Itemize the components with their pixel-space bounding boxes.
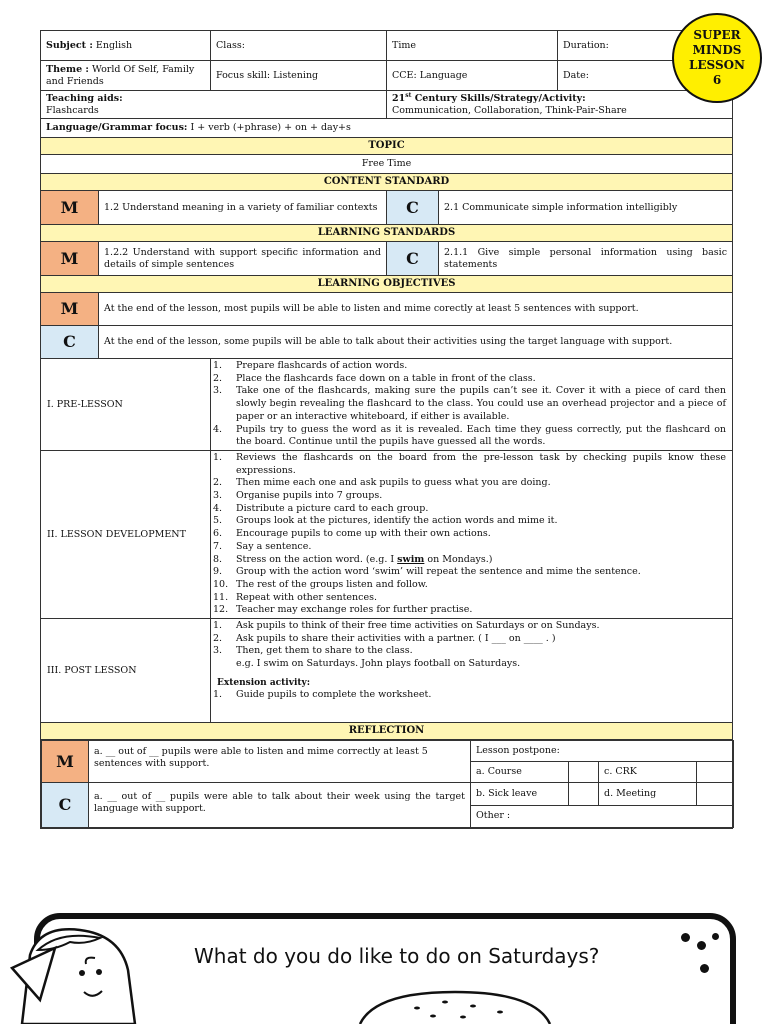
teaching-aids-label: Teaching aids: xyxy=(46,92,123,104)
step-number xyxy=(213,658,236,671)
step-text: Pupils try to guess the word as it is revealed. Each time they guess correctly, put the flashcard on the board. Continue until the pupils have guessed all the words. xyxy=(236,423,727,448)
extension-activity-steps xyxy=(213,689,726,702)
theme-cell xyxy=(41,61,211,91)
header-row-2 xyxy=(41,61,733,91)
objective-c-badge: C xyxy=(41,326,99,359)
bun-outline xyxy=(360,992,550,1024)
step-text: Say a sentence. xyxy=(236,540,312,552)
content-standard-c-badge: C xyxy=(387,191,439,225)
content-standard-c-text: 2.1 Communicate simple information intelligibly xyxy=(439,191,733,225)
step-text-emphasis: swim xyxy=(397,553,425,565)
step-number: 1. xyxy=(213,620,223,632)
class-label: Class: xyxy=(216,39,245,51)
learning-standards-heading: LEARNING STANDARDS xyxy=(41,225,733,242)
learning-standards-c-badge: C xyxy=(387,242,439,276)
header-row-1 xyxy=(41,31,733,61)
step-item xyxy=(213,541,726,554)
learning-objectives-heading: LEARNING OBJECTIVES xyxy=(41,276,733,293)
step-number: 11. xyxy=(213,591,229,603)
dot-1 xyxy=(681,933,690,942)
child-eye-right xyxy=(96,969,102,975)
step-number: 1. xyxy=(213,689,223,701)
postpone-checkbox-course[interactable] xyxy=(569,762,599,783)
date-label: Date: xyxy=(563,69,589,81)
cce-label: CCE: xyxy=(392,69,417,81)
step-item xyxy=(213,528,726,541)
theme-label: Theme : xyxy=(46,63,89,75)
teaching-aids-cell xyxy=(41,91,387,119)
century-skills-cell xyxy=(387,91,733,119)
step-text: Reviews the flashcards on the board from the pre-lesson task by checking pupils know these expressions. xyxy=(236,451,727,476)
post-lesson-row xyxy=(41,619,733,723)
step-text: Take one of the flashcards, making sure the pupils can’t see it. Cover it with a piece of card then slowly begin revealing the flashcard to the class. You could use an overhead projector and a piece of paper or an interactive whiteboard, if either is available. xyxy=(236,385,727,422)
subject-value: English xyxy=(95,39,133,51)
reflection-c-badge: C xyxy=(42,783,89,828)
step-text: Place the flashcards face down on a table in front of the class. xyxy=(236,372,536,384)
header-row-3 xyxy=(41,91,733,119)
century-skills-value: Communication, Collaboration, Think-Pair-Share xyxy=(392,105,627,117)
step-text: Teacher may exchange roles for further practise. xyxy=(236,604,473,616)
step-item xyxy=(213,566,726,579)
step-item xyxy=(213,452,726,477)
step-number: 6. xyxy=(213,528,223,540)
content-standard-heading: CONTENT STANDARD xyxy=(41,174,733,191)
step-item xyxy=(213,633,726,646)
extension-activity-label: Extension activity: xyxy=(217,677,311,688)
reflection-m-badge: M xyxy=(42,741,89,783)
subject-label: Subject : xyxy=(46,39,93,51)
focus-skill-cell xyxy=(211,61,387,91)
step-number: 4. xyxy=(213,423,223,435)
cartoon-child-illustration xyxy=(0,920,160,1024)
objective-c-text: At the end of the lesson, some pupils will be able to talk about their activities using the target language with support. xyxy=(99,326,733,359)
reflection-row xyxy=(41,740,733,829)
step-text: Guide pupils to complete the worksheet. xyxy=(236,689,432,701)
learning-standards-m-badge: M xyxy=(41,242,99,276)
postpone-option-meeting: d. Meeting xyxy=(599,783,697,806)
step-text: Groups look at the pictures, identify the action words and mime it. xyxy=(236,515,558,527)
step-item xyxy=(213,592,726,605)
badge-line-1: SUPER xyxy=(693,28,741,42)
step-number: 9. xyxy=(213,566,223,578)
step-text: Distribute a picture card to each group. xyxy=(236,502,429,514)
step-number: 7. xyxy=(213,540,223,552)
pre-lesson-steps-cell xyxy=(211,359,733,451)
worksheet-question: What do you do like to do on Saturdays? xyxy=(194,944,600,968)
step-item xyxy=(213,385,726,423)
focus-skill-label: Focus skill: xyxy=(216,69,271,81)
learning-standards-row xyxy=(41,242,733,276)
cce-value: Language xyxy=(419,69,468,81)
step-item xyxy=(213,604,726,617)
postpone-other-label: Other : xyxy=(476,810,511,822)
grammar-label: Language/Grammar focus: xyxy=(46,122,188,134)
reflection-cell xyxy=(41,740,733,829)
badge-line-4: 6 xyxy=(712,73,722,87)
step-text: Ask pupils to share their activities with a partner. ( I ___ on ____ . ) xyxy=(236,632,556,644)
dot-3 xyxy=(712,933,719,940)
content-standard-m-badge: M xyxy=(41,191,99,225)
dot-4 xyxy=(700,964,709,973)
lesson-plan-table xyxy=(40,30,733,829)
step-text xyxy=(236,554,726,567)
objective-m-text: At the end of the lesson, most pupils will be able to listen and mime corectly at least 5 sentences with support. xyxy=(99,293,733,326)
step-number: 3. xyxy=(213,490,223,502)
step-number: 5. xyxy=(213,515,223,527)
cce-cell xyxy=(387,61,558,91)
step-item xyxy=(213,490,726,503)
step-text: The rest of the groups listen and follow. xyxy=(236,578,428,590)
grammar-row xyxy=(41,119,733,138)
postpone-other-field[interactable] xyxy=(471,805,734,828)
step-text: Then, get them to share to the class. xyxy=(236,645,413,657)
step-item xyxy=(213,373,726,386)
pre-lesson-label: I. PRE-LESSON xyxy=(41,359,211,451)
content-standard-row xyxy=(41,191,733,225)
step-text: Organise pupils into 7 groups. xyxy=(236,490,383,502)
step-number: 2. xyxy=(213,372,223,384)
grammar-value: I + verb (+phrase) + on + day+s xyxy=(190,122,351,134)
post-lesson-label: III. POST LESSON xyxy=(41,619,211,723)
step-text: Encourage pupils to come up with their own actions. xyxy=(236,528,491,540)
step-number: 2. xyxy=(213,632,223,644)
step-number: 10. xyxy=(213,578,229,590)
learning-standards-c-text: 2.1.1 Give simple personal information using basic statements xyxy=(439,242,733,276)
time-label: Time xyxy=(392,39,417,51)
step-text: Group with the action word ‘swim’ will repeat the sentence and mime the sentence. xyxy=(236,566,641,578)
step-item xyxy=(213,689,726,702)
step-item xyxy=(213,645,726,658)
lesson-postpone-label: Lesson postpone: xyxy=(471,741,734,762)
objective-c-row xyxy=(41,326,733,359)
step-item xyxy=(213,658,726,671)
step-text: Ask pupils to think of their free time activities on Saturdays or on Sundays. xyxy=(236,620,600,632)
lesson-development-steps xyxy=(213,452,726,617)
step-number: 4. xyxy=(213,502,223,514)
step-number: 2. xyxy=(213,477,223,489)
pre-lesson-row xyxy=(41,359,733,451)
step-number: 1. xyxy=(213,360,223,371)
objective-m-row xyxy=(41,293,733,326)
step-item xyxy=(213,503,726,516)
class-cell xyxy=(211,31,387,61)
post-lesson-steps xyxy=(213,620,726,671)
postpone-option-crk: c. CRK xyxy=(599,762,697,783)
pre-lesson-steps xyxy=(213,360,726,449)
reflection-c-text: a. __ out of __ pupils were able to talk about their week using the target language with support. xyxy=(89,783,471,828)
step-item xyxy=(213,515,726,528)
step-text: Repeat with other sentences. xyxy=(236,591,377,603)
step-number: 1. xyxy=(213,451,223,463)
reflection-table xyxy=(41,740,734,828)
focus-skill-value: Listening xyxy=(273,69,319,81)
step-number: 12. xyxy=(213,604,229,616)
topic-value: Free Time xyxy=(41,155,733,174)
super-minds-lesson-badge xyxy=(672,13,762,103)
objective-m-badge: M xyxy=(41,293,99,326)
step-item xyxy=(213,579,726,592)
step-text: Prepare flashcards of action words. xyxy=(236,360,408,371)
duration-label: Duration: xyxy=(563,39,609,51)
dot-2 xyxy=(697,941,706,950)
badge-line-2: MINDS xyxy=(692,43,742,57)
lesson-development-row xyxy=(41,450,733,618)
badge-line-3: LESSON xyxy=(688,58,746,72)
step-item xyxy=(213,620,726,633)
postpone-checkbox-sick-leave[interactable] xyxy=(569,783,599,806)
century-skills-label: 21st Century Skills/Strategy/Activity: xyxy=(392,92,586,105)
theme-value: World Of Self, Family and Friends xyxy=(46,63,195,87)
step-text-after: on Mondays.) xyxy=(424,553,493,565)
subject-cell xyxy=(41,31,211,61)
step-text-before: Stress on the action word. (e.g. I xyxy=(236,553,398,565)
step-item xyxy=(213,554,726,567)
step-number: 3. xyxy=(213,385,223,397)
reflection-heading: REFLECTION xyxy=(41,723,733,740)
step-text: Then mime each one and ask pupils to guess what you are doing. xyxy=(236,477,551,489)
step-item xyxy=(213,477,726,490)
step-item xyxy=(213,424,726,449)
step-text: e.g. I swim on Saturdays. John plays football on Saturdays. xyxy=(236,658,521,670)
teaching-aids-value: Flashcards xyxy=(46,104,99,116)
postpone-checkbox-crk[interactable] xyxy=(697,762,734,783)
learning-standards-m-text: 1.2.2 Understand with support specific information and details of simple sentences xyxy=(99,242,387,276)
step-number: 8. xyxy=(213,553,223,565)
reflection-m-text: a. __ out of __ pupils were able to listen and mime correctly at least 5 sentences with support. xyxy=(89,741,471,783)
postpone-option-course: a. Course xyxy=(471,762,569,783)
step-number: 3. xyxy=(213,645,223,657)
post-lesson-steps-cell xyxy=(211,619,733,723)
lesson-development-steps-cell xyxy=(211,450,733,618)
content-standard-m-text: 1.2 Understand meaning in a variety of familiar contexts xyxy=(99,191,387,225)
postpone-option-sick-leave: b. Sick leave xyxy=(471,783,569,806)
grammar-cell xyxy=(41,119,733,138)
child-eye-left xyxy=(79,970,85,976)
bun-illustration xyxy=(355,990,555,1024)
topic-heading: TOPIC xyxy=(41,138,733,155)
postpone-checkbox-meeting[interactable] xyxy=(697,783,734,806)
time-cell xyxy=(387,31,558,61)
lesson-development-label: II. LESSON DEVELOPMENT xyxy=(41,450,211,618)
step-item xyxy=(213,360,726,373)
